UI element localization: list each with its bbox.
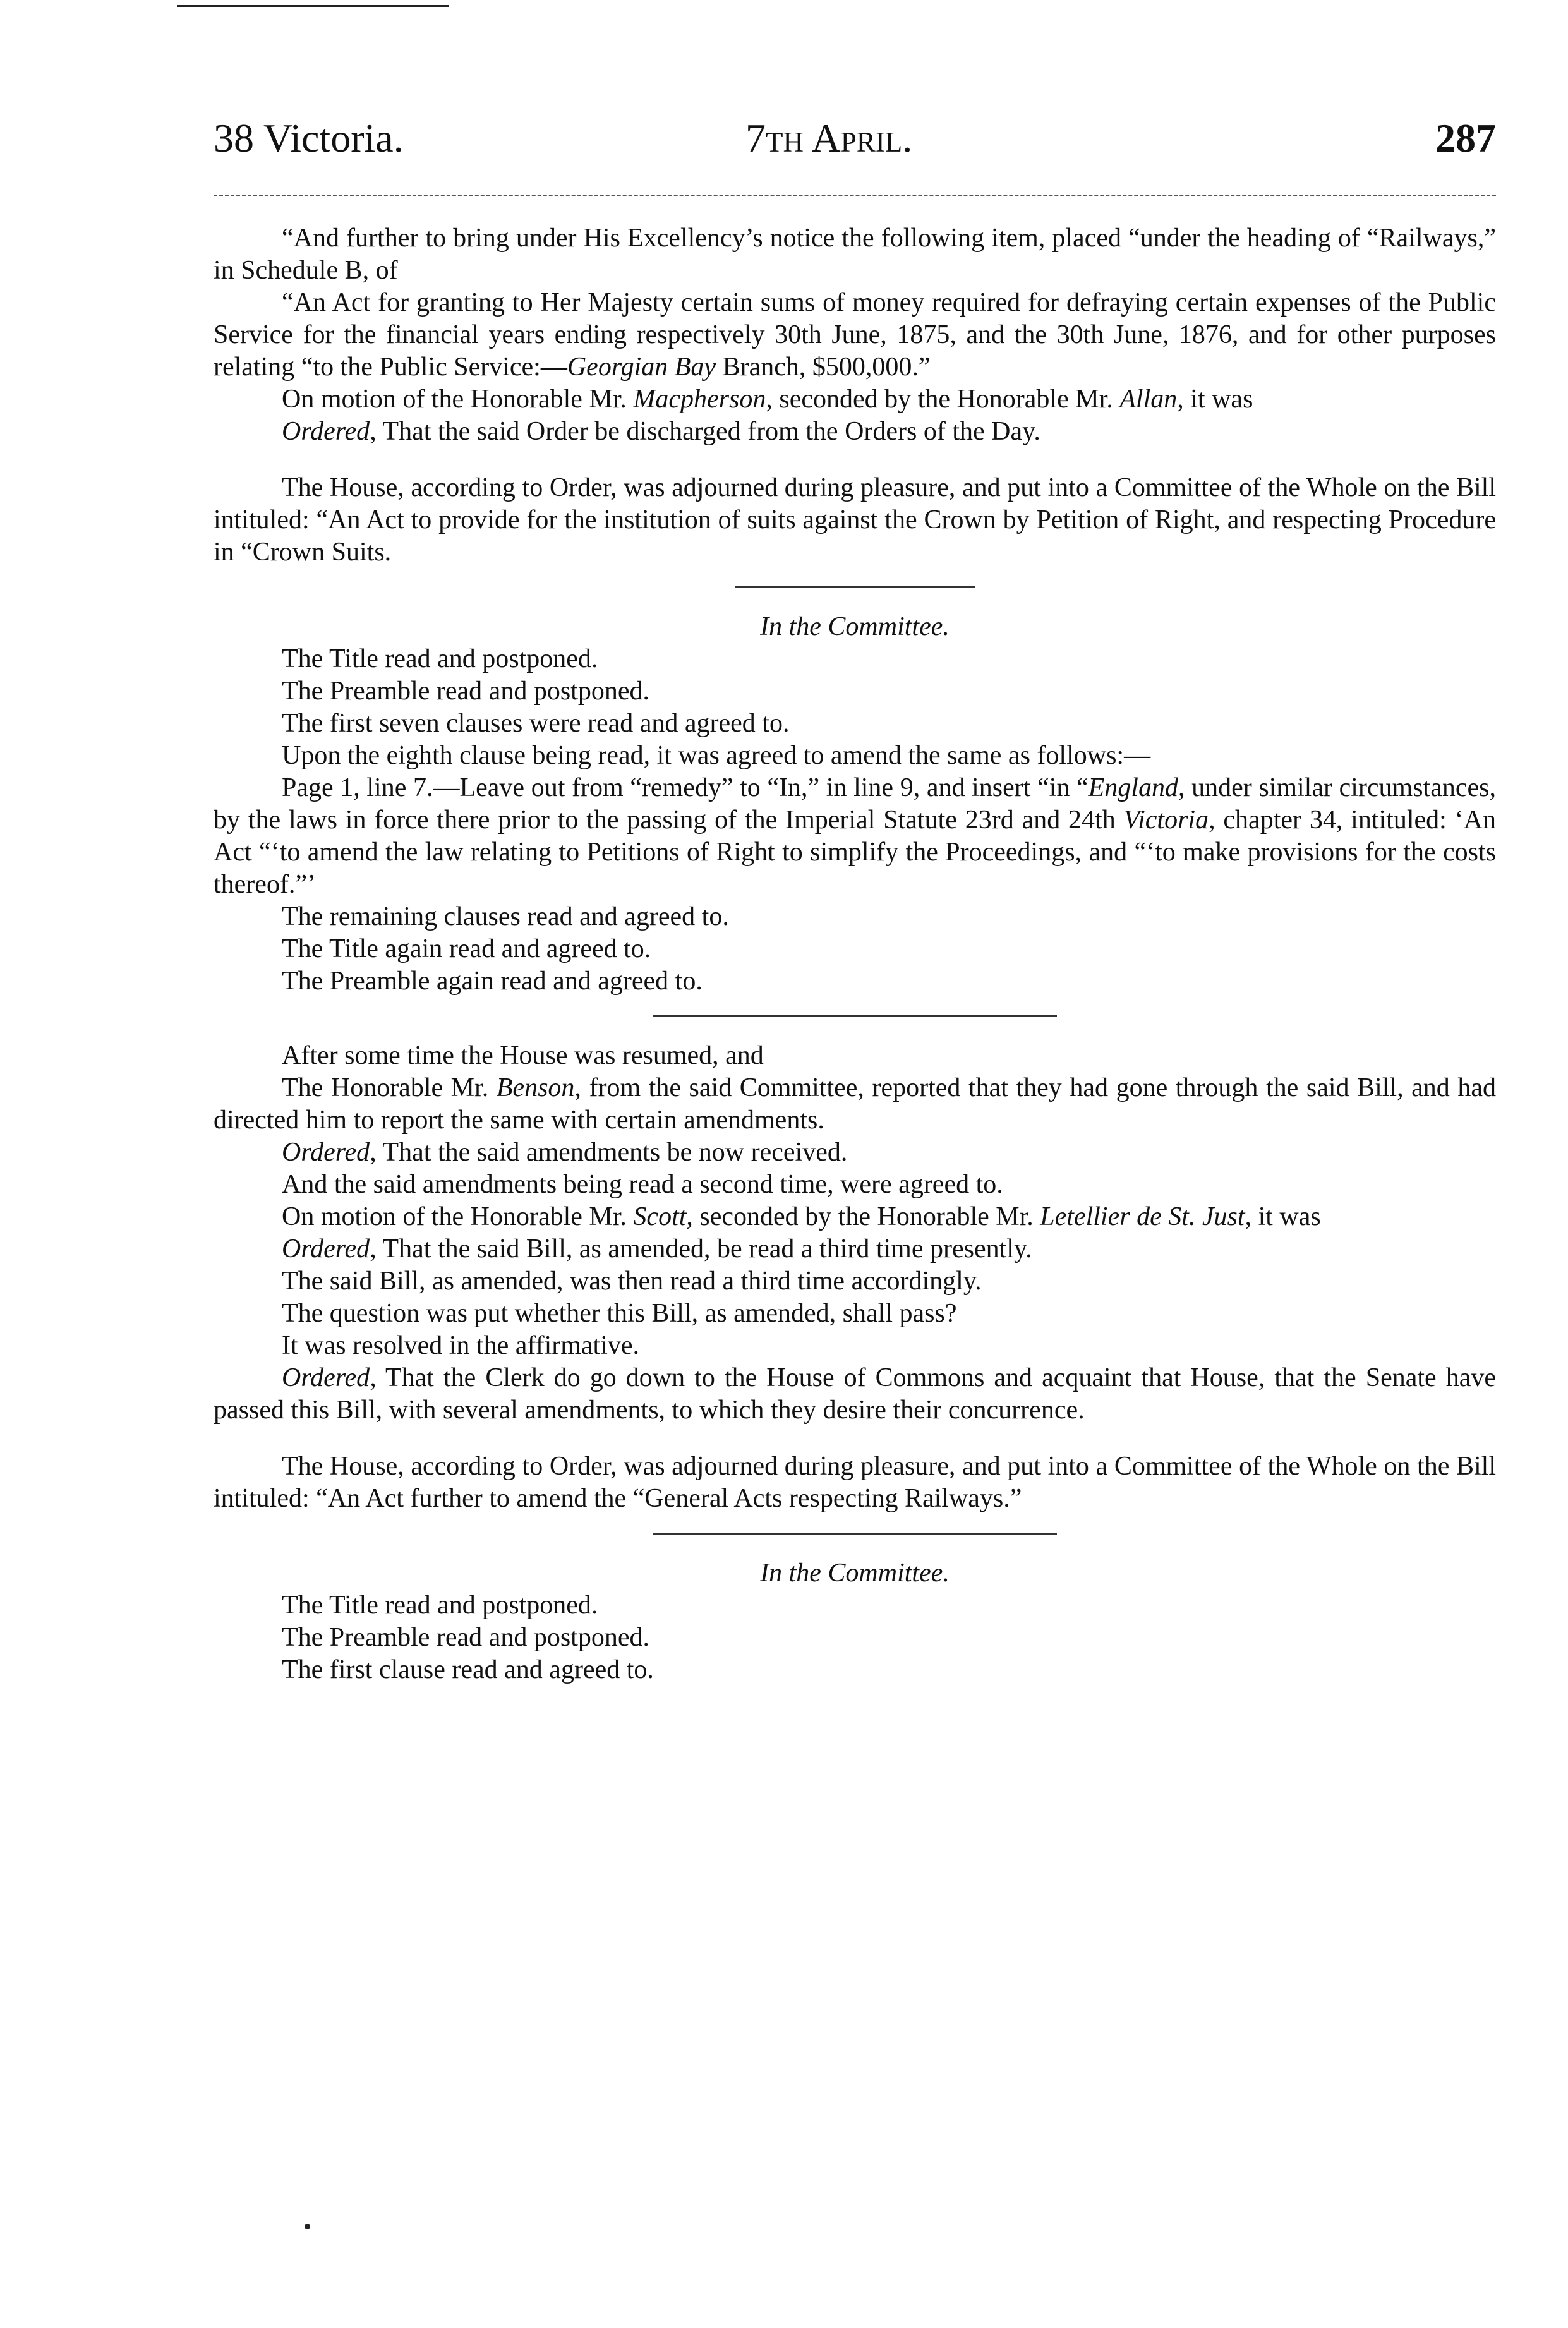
page-number: 287 — [1435, 116, 1496, 160]
paragraph: The House, according to Order, was adjourned during pleasure, and put into a Committee of the Whole on the Bill intituled: “An Act further to amend the “General Acts respecting Railways.” — [214, 1452, 1496, 1513]
journal-body — [214, 222, 1496, 1686]
paragraph: Ordered, That the said amendments be now received. — [282, 1138, 848, 1167]
paragraph: The Preamble again read and agreed to. — [282, 967, 703, 996]
paragraph: And the said amendments being read a second time, were agreed to. — [282, 1170, 1003, 1199]
paragraph: Ordered, That the Clerk do go down to the House of Commons and acquaint that House, that the Senate have passed this Bill, with several amendments, to which they desire their concurrence. — [214, 1363, 1496, 1425]
paragraph: The said Bill, as amended, was then read a third time accordingly. — [282, 1267, 982, 1296]
section-divider — [653, 1015, 1057, 1017]
paragraph: After some time the House was resumed, and — [282, 1041, 764, 1070]
paragraph: The first seven clauses were read and agreed to. — [282, 709, 790, 738]
page — [214, 0, 1496, 2328]
section-heading: In the Committee. — [760, 1559, 950, 1588]
spacer — [214, 448, 1496, 472]
section-divider — [653, 1533, 1057, 1535]
paragraph: The Title again read and agreed to. — [282, 934, 651, 963]
paragraph: Page 1, line 7.—Leave out from “remedy” to “In,” in line 9, and insert “in “England, under similar circumstances, by the laws in force there prior to the passing of the Imperial Statute 23rd and 24th Victoria, chapter 34, intituled: ‘An Act “‘to amend the law relating to Petitions of Right to simplify the Proceedings, and “‘to make provisions for the costs thereof.”’ — [214, 773, 1496, 899]
paragraph: On motion of the Honorable Mr. Scott, seconded by the Honorable Mr. Letellier de St. Just, it was — [282, 1202, 1321, 1231]
paragraph: “And further to bring under His Excellency’s notice the following item, placed “under the heading of “Railways,” in Schedule B, of — [214, 224, 1496, 285]
section-divider — [735, 586, 975, 588]
paragraph: Ordered, That the said Bill, as amended, be read a third time presently. — [282, 1234, 1032, 1264]
header-divider — [214, 195, 1496, 196]
paragraph: On motion of the Honorable Mr. Macpherson, seconded by the Honorable Mr. Allan, it was — [282, 385, 1253, 414]
paragraph: Upon the eighth clause being read, it was agreed to amend the same as follows:— — [282, 741, 1151, 770]
paragraph: The question was put whether this Bill, as amended, shall pass? — [282, 1299, 957, 1328]
paragraph: The remaining clauses read and agreed to. — [282, 902, 729, 931]
header-regnal-year: 38 Victoria. — [214, 116, 404, 160]
spacer — [214, 1426, 1496, 1450]
paragraph: The Preamble read and postponed. — [282, 1623, 649, 1652]
section-heading: In the Committee. — [760, 612, 950, 641]
running-header — [214, 115, 1496, 178]
paragraph: Ordered, That the said Order be discharged from the Orders of the Day. — [282, 417, 1040, 446]
paragraph: The first clause read and agreed to. — [282, 1655, 654, 1684]
header-date: 7th April. — [745, 116, 913, 160]
paragraph: The Title read and postponed. — [282, 1591, 598, 1620]
paragraph: The Preamble read and postponed. — [282, 677, 649, 706]
ink-speck — [305, 2224, 310, 2229]
paragraph: “An Act for granting to Her Majesty certain sums of money required for defraying certain expenses of the Public Service for the financial years ending respectively 30th June, 1875, and the 30th June, 1876, and for other purposes relating “to the Public Service:—Georgian Bay Branch, $500,000.” — [214, 288, 1496, 382]
paragraph: It was resolved in the affirmative. — [282, 1331, 640, 1360]
paragraph: The Title read and postponed. — [282, 644, 598, 673]
paragraph: The Honorable Mr. Benson, from the said Committee, reported that they had gone through the said Bill, and had directed him to report the same with certain amendments. — [214, 1073, 1496, 1135]
paragraph: The House, according to Order, was adjourned during pleasure, and put into a Committee of the Whole on the Bill intituled: “An Act to provide for the institution of suits against the Crown by Petition of Right, and respecting Procedure in “Crown Suits. — [214, 473, 1496, 567]
